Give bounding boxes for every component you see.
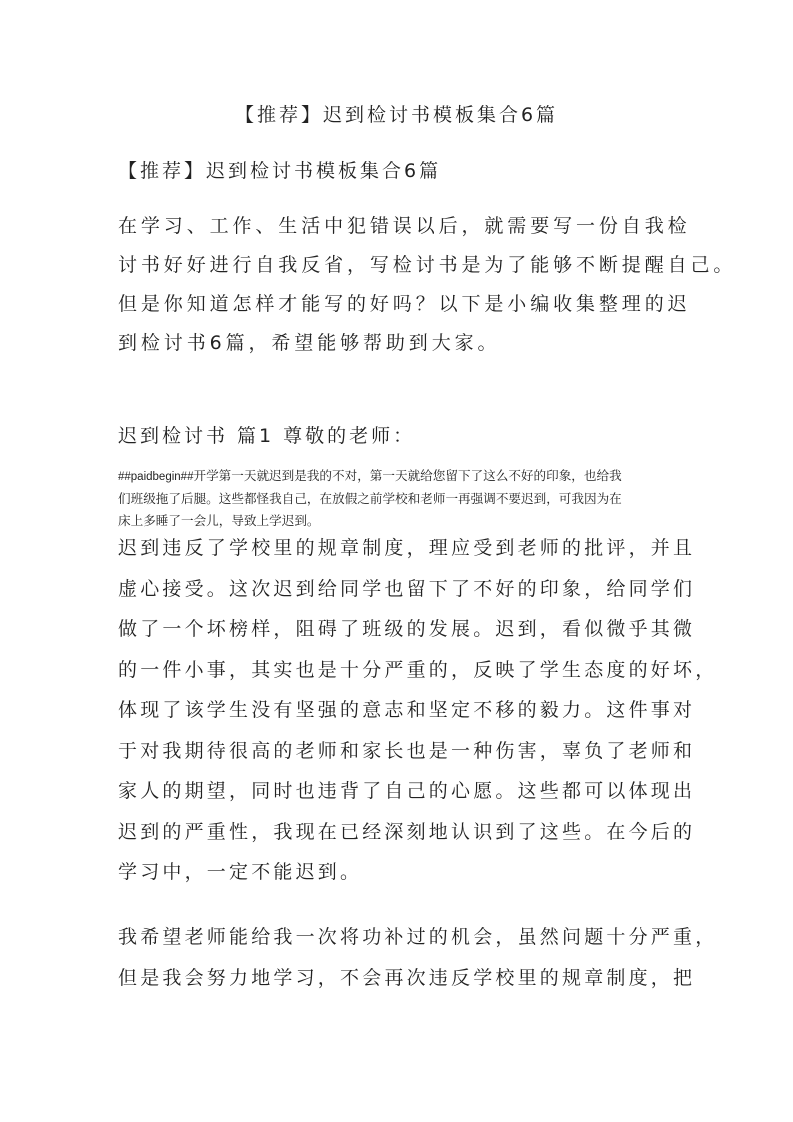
body-paragraph-1 [118,528,718,893]
intro-line: 讨书好好进行自我反省，写检讨书是为了能够不断提醒自己。 [118,254,737,276]
body-line: 的一件小事，其实也是十分严重的，反映了学生态度的好坏， [118,658,718,681]
body-line: 我希望老师能给我一次将功补过的机会，虽然问题十分严重， [118,926,718,948]
body-line: 做了一个坏榜样，阻碍了班级的发展。迟到，看似微乎其微 [118,618,696,640]
body-line: 虚心接受。这次迟到给同学也留下了不好的印象，给同学们 [118,577,696,600]
small-paragraph [118,465,678,532]
section-heading: 迟到检讨书 篇1 尊敬的老师： [118,425,416,447]
paid-marker: ##paidbegin## [118,471,194,483]
small-paragraph-text: 开学第一天就迟到是我的不对，第一天就给您留下了这么不好的印象，也给我 [193,468,622,483]
intro-line: 到检讨书6篇，希望能够帮助到大家。 [118,332,501,354]
intro-line: 但是你知道怎样才能写的好吗？以下是小编收集整理的迟 [118,293,691,315]
small-paragraph-line [118,465,678,488]
body-line: 迟到违反了学校里的规章制度，理应受到老师的批评，并且 [118,537,696,559]
intro-paragraph [118,207,737,363]
body-line: 迟到的严重性，我现在已经深刻地认识到了这些。在今后的 [118,820,696,843]
body-line: 于对我期待很高的老师和家长也是一种伤害，辜负了老师和 [118,739,696,762]
document-title: 【推荐】迟到检讨书模板集合6篇 [234,104,559,126]
intro-line: 在学习、工作、生活中犯错误以后，就需要写一份自我检 [118,215,691,237]
body-line: 家人的期望，同时也违背了自己的心愿。这些都可以体现出 [118,780,696,802]
document-subtitle: 【推荐】迟到检讨书模板集合6篇 [118,160,442,182]
body-line: 但是我会努力地学习，不会再次违反学校里的规章制度，把 [118,966,696,989]
body-line: 学习中，一定不能迟到。 [118,861,363,883]
small-paragraph-line: 们班级拖了后腿。这些都怪我自己，在放假之前学校和老师一再强调不要迟到，可我因为在 [118,491,622,506]
body-paragraph-2 [118,917,718,998]
small-paragraph-line: 床上多睡了一会儿，导致上学迟到。 [118,513,320,528]
body-line: 体现了该学生没有坚强的意志和坚定不移的毅力。这件事对 [118,699,696,721]
